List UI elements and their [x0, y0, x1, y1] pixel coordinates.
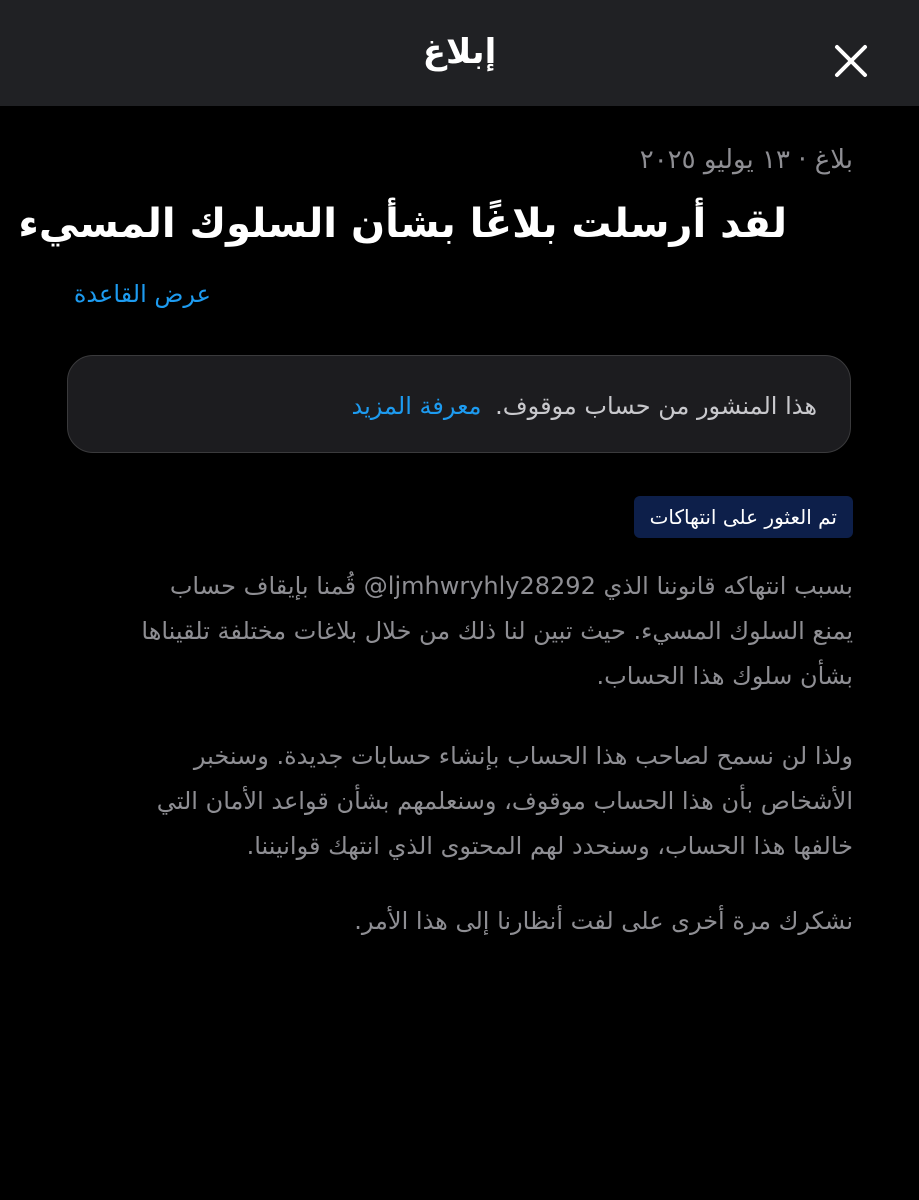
paragraph-line-start: بسبب انتهاكه قانوننا الذي [603, 572, 853, 600]
view-rule-link[interactable]: عرض القاعدة [73, 280, 211, 308]
close-icon [826, 36, 876, 86]
paragraph-line: يمنع السلوك المسيء. حيث تبين لنا ذلك من خلال بلاغات مختلفة تلقيناها [141, 617, 853, 645]
paragraph-suspension [63, 564, 853, 699]
paragraph-line: الأشخاص بأن هذا الحساب موقوف، وسنعلمهم بشأن قواعد الأمان التي [156, 787, 853, 815]
violations-found-badge: تم العثور على انتهاكات [634, 496, 853, 538]
paragraph-line: ولذا لن نسمح لصاحب هذا الحساب بإنشاء حسابات جديدة. وسنخبر [193, 742, 853, 770]
notice-text: هذا المنشور من حساب موقوف. [495, 392, 817, 420]
paragraph-thanks [63, 899, 853, 944]
paragraph-line: نشكرك مرة أخرى على لفت أنظارنا إلى هذا الأمر. [354, 907, 853, 935]
notice-line [351, 389, 817, 423]
paragraph-line [63, 564, 853, 609]
top-bar [0, 0, 919, 106]
account-handle: @ljmhwryhly28292 [363, 572, 596, 600]
close-button[interactable] [826, 36, 876, 86]
paragraph-line-end: قُمنا بإيقاف حساب [169, 572, 357, 600]
suspended-account-notice [67, 355, 851, 453]
paragraph-line: بشأن سلوك هذا الحساب. [596, 662, 853, 690]
page-title: إبلاغ [422, 32, 497, 72]
paragraph-consequences [63, 734, 853, 869]
paragraph-line: خالفها هذا الحساب، وسنحدد لهم المحتوى الذي انتهك قوانيننا. [246, 832, 853, 860]
report-title: لقد أرسلت بلاغًا بشأن السلوك المسيء [18, 201, 787, 247]
report-meta: بلاغ · ١٣ يوليو ٢٠٢٥ [639, 145, 853, 175]
learn-more-link[interactable]: معرفة المزيد [351, 392, 482, 420]
